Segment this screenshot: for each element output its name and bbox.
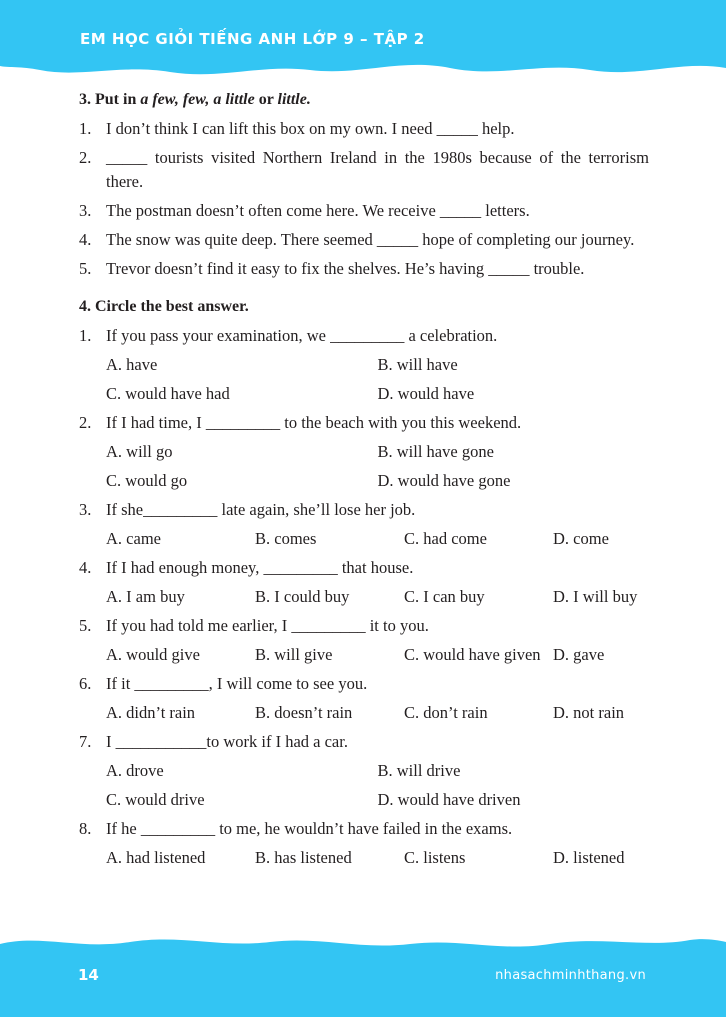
answer-option-d[interactable]: D. come bbox=[553, 529, 609, 548]
answer-option-b[interactable]: B. will drive bbox=[377, 761, 461, 780]
section-3-title-mid: or bbox=[254, 91, 278, 108]
s4-question-4 bbox=[79, 556, 649, 580]
s4-q7-options-row-1 bbox=[106, 759, 649, 783]
s4-question-1 bbox=[79, 324, 649, 348]
question-text: If I had enough money, _________ that house. bbox=[106, 558, 414, 577]
question-number: 5. bbox=[79, 616, 92, 635]
answer-option-a[interactable]: A. will go bbox=[106, 442, 173, 461]
s4-q1-options-row-1 bbox=[106, 353, 649, 377]
question-number: 4. bbox=[79, 230, 92, 249]
s4-question-2 bbox=[79, 411, 649, 435]
page-header-banner bbox=[0, 0, 726, 80]
s3-question-3 bbox=[79, 199, 649, 223]
s3-question-1 bbox=[79, 117, 649, 141]
question-text: The postman doesn’t often come here. We receive _____ letters. bbox=[106, 201, 530, 220]
s4-q4-options bbox=[106, 585, 649, 609]
question-text: If she_________ late again, she’ll lose her job. bbox=[106, 500, 416, 519]
question-text: If you pass your examination, we _________ a celebration. bbox=[106, 326, 498, 345]
s4-q3-options bbox=[106, 527, 649, 551]
answer-option-c[interactable]: C. listens bbox=[404, 848, 466, 867]
question-text: The snow was quite deep. There seemed _____ hope of completing our journey. bbox=[106, 230, 635, 249]
answer-option-b[interactable]: B. will have bbox=[377, 355, 458, 374]
answer-option-b[interactable]: B. I could buy bbox=[255, 587, 350, 606]
s3-question-5 bbox=[79, 257, 649, 281]
answer-option-c[interactable]: C. would go bbox=[106, 471, 188, 490]
s4-q5-options bbox=[106, 643, 649, 667]
question-text: If he _________ to me, he wouldn’t have failed in the exams. bbox=[106, 819, 513, 838]
question-number: 2. bbox=[79, 148, 92, 167]
question-text: I don’t think I can lift this box on my own. I need _____ help. bbox=[106, 119, 515, 138]
answer-option-a[interactable]: A. would give bbox=[106, 645, 200, 664]
s4-q7-options-row-2 bbox=[106, 788, 649, 812]
answer-option-b[interactable]: B. doesn’t rain bbox=[255, 703, 353, 722]
answer-option-d[interactable]: D. would have gone bbox=[377, 471, 511, 490]
question-text: If I had time, I _________ to the beach with you this weekend. bbox=[106, 413, 522, 432]
question-text: If it _________, I will come to see you. bbox=[106, 674, 368, 693]
question-number: 4. bbox=[79, 558, 92, 577]
question-number: 6. bbox=[79, 674, 92, 693]
section-3-title-start: 3. Put in bbox=[79, 91, 141, 108]
s4-q2-options-row-1 bbox=[106, 440, 649, 464]
question-number: 1. bbox=[79, 326, 92, 345]
page-footer-banner bbox=[0, 930, 726, 1017]
answer-option-d[interactable]: D. would have driven bbox=[377, 790, 521, 809]
s4-q1-options-row-2 bbox=[106, 382, 649, 406]
answer-option-d[interactable]: D. I will buy bbox=[553, 587, 638, 606]
book-title: EM HỌC GIỎI TIẾNG ANH LỚP 9 – TẬP 2 bbox=[80, 30, 425, 48]
question-text: _____ tourists visited Northern Ireland in the 1980s because of the terrorism there. bbox=[106, 148, 649, 191]
question-number: 8. bbox=[79, 819, 92, 838]
answer-option-a[interactable]: A. drove bbox=[106, 761, 164, 780]
question-text: Trevor doesn’t find it easy to fix the shelves. He’s having _____ trouble. bbox=[106, 259, 585, 278]
page-number: 14 bbox=[78, 966, 99, 984]
answer-option-c[interactable]: C. don’t rain bbox=[404, 703, 488, 722]
section-3-title bbox=[79, 88, 649, 112]
s4-question-7 bbox=[79, 730, 649, 754]
answer-option-c[interactable]: C. would drive bbox=[106, 790, 205, 809]
s4-question-6 bbox=[79, 672, 649, 696]
answer-option-c[interactable]: C. would have given bbox=[404, 645, 541, 664]
answer-option-a[interactable]: A. had listened bbox=[106, 848, 206, 867]
question-number: 7. bbox=[79, 732, 92, 751]
answer-option-b[interactable]: B. has listened bbox=[255, 848, 352, 867]
section-3-title-italic-2: little. bbox=[277, 91, 311, 108]
answer-option-b[interactable]: B. will have gone bbox=[377, 442, 494, 461]
answer-option-c[interactable]: C. would have had bbox=[106, 384, 230, 403]
s4-q2-options-row-2 bbox=[106, 469, 649, 493]
question-number: 5. bbox=[79, 259, 92, 278]
answer-option-a[interactable]: A. have bbox=[106, 355, 158, 374]
question-number: 1. bbox=[79, 119, 92, 138]
s4-q8-options bbox=[106, 846, 649, 870]
answer-option-d[interactable]: D. not rain bbox=[553, 703, 625, 722]
s4-question-3 bbox=[79, 498, 649, 522]
answer-option-d[interactable]: D. listened bbox=[553, 848, 625, 867]
answer-option-d[interactable]: D. would have bbox=[377, 384, 475, 403]
exercise-content bbox=[79, 88, 649, 870]
question-text: If you had told me earlier, I _________ it to you. bbox=[106, 616, 429, 635]
question-number: 2. bbox=[79, 413, 92, 432]
s4-question-5 bbox=[79, 614, 649, 638]
s3-question-2 bbox=[79, 146, 649, 194]
question-text: I ___________to work if I had a car. bbox=[106, 732, 348, 751]
question-number: 3. bbox=[79, 201, 92, 220]
s4-question-8 bbox=[79, 817, 649, 841]
answer-option-b[interactable]: B. comes bbox=[255, 529, 317, 548]
answer-option-c[interactable]: C. had come bbox=[404, 529, 487, 548]
answer-option-a[interactable]: A. I am buy bbox=[106, 587, 185, 606]
question-number: 3. bbox=[79, 500, 92, 519]
website-url: nhasachminhthang.vn bbox=[495, 968, 646, 983]
section-4-title: 4. Circle the best answer. bbox=[79, 298, 249, 315]
answer-option-b[interactable]: B. will give bbox=[255, 645, 333, 664]
answer-option-a[interactable]: A. didn’t rain bbox=[106, 703, 196, 722]
section-3-title-italic: a few, few, a little bbox=[140, 91, 255, 108]
answer-option-d[interactable]: D. gave bbox=[553, 645, 605, 664]
s3-question-4 bbox=[79, 228, 649, 252]
s4-q6-options bbox=[106, 701, 649, 725]
answer-option-c[interactable]: C. I can buy bbox=[404, 587, 485, 606]
answer-option-a[interactable]: A. came bbox=[106, 529, 161, 548]
